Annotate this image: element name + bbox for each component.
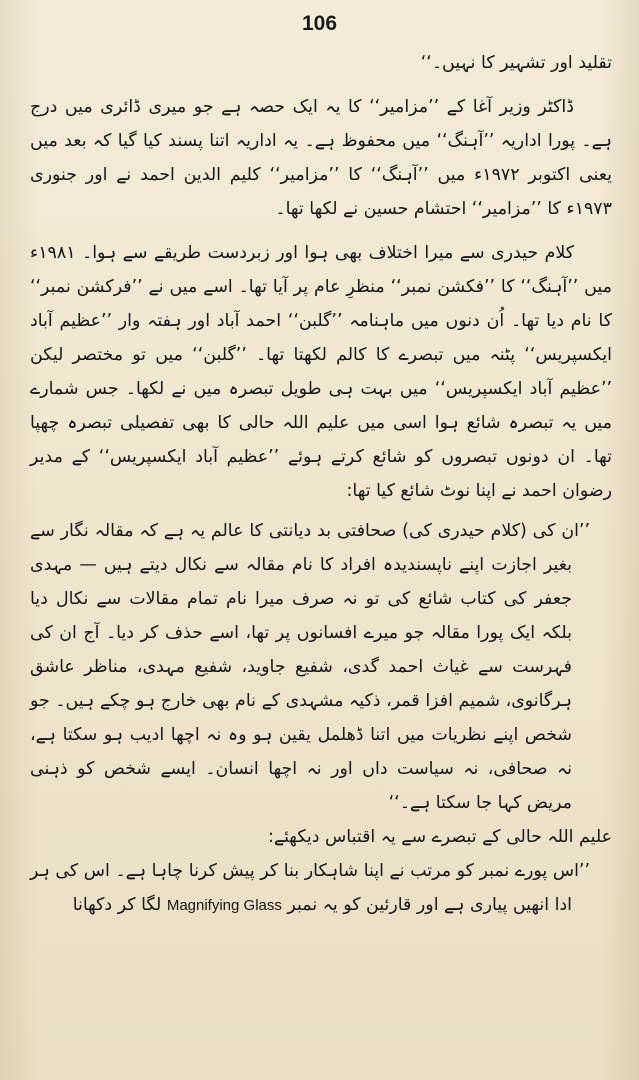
quote-aleemullah-hali [30,854,612,923]
opening-line: تقلید اور تشہیر کا نہیں۔‘‘ [420,53,612,73]
quote-2-latin-term: Magnifying Glass [166,897,282,914]
quote-2-start: ’’اس پورے نمبر کو مرتب نے اپنا شاہکار بنا کر پیش کرنا چاہا ہے۔ اس کی ہر ادا انھیں پیاری ہے اور قارئین کو یہ نمبر [30,861,590,915]
paragraph-quote-intro: علیم اللہ حالی کے تبصرے سے یہ اقتباس دیکھئے: [268,827,612,847]
quote-2-end: لگا کر دکھانا [72,895,167,915]
page-body-text [30,46,612,923]
paragraph-disagreement: کلام حیدری سے میرا اختلاف بھی ہوا اور زبردست طریقے سے ہوا۔ ۱۹۸۱ء میں ’’آہنگ‘‘ کا ’’فکشن نمبر‘‘ منظرِ عام پر آیا تھا۔ اسے میں نے ’’فرکشن نمبر‘‘ کا نام دیا تھا۔ اُن دنوں میں ماہنامہ ’’گلبن‘‘ احمد آباد اور ہفتہ وار ’’عظیم آباد ایکسپریس‘‘ پٹنہ میں تبصرے کا کالم لکھتا تھا۔ ’’گلبن‘‘ میں تو مختصر لیکن ’’عظیم آباد ایکسپریس‘‘ میں بہت ہی طویل تبصرہ میں نے لکھا۔ جس شمارے میں یہ تبصرہ شائع ہوا اسی میں علیم اللہ حالی کا بھی تفصیلی تبصرہ چھپا تھا۔ ان دونوں تبصروں کو شائع کرتے ہوئے ’’عظیم آباد ایکسپریس‘‘ کے مدیر رضوان احمد نے اپنا نوٹ شائع کیا تھا: [30,243,612,501]
page-number: 106 [301,12,338,35]
paragraph-mazamir: ڈاکٹر وزیر آغا کے ’’مزامیر‘‘ کا یہ ایک حصہ ہے جو میری ڈائری میں درج ہے۔ پورا اداریہ ’’آہنگ‘‘ میں محفوظ ہے۔ یہ اداریہ اتنا پسند کیا گیا کہ بعد میں یعنی اکتوبر ۱۹۷۲ء میں ’’آہنگ‘‘ کا ’’مزامیر‘‘ کلیم الدین احمد نے اور جنوری ۱۹۷۳ء کا ’’مزامیر‘‘ احتشام حسین نے لکھا تھا۔ [30,97,612,219]
quote-editor-note: ’’ان کی (کلام حیدری کی) صحافتی بد دیانتی کا عالم یہ ہے کہ مقالہ نگار سے بغیر اجازت اپنے ناپسندیدہ افراد کا نام مقالہ سے نکال دیتے ہیں — مہدی جعفر کی کتاب شائع کی تو نہ صرف میرا نام تمام مقالات سے نکال دیا بلکہ ایک پورا مقالہ جو میرے افسانوں پر تھا، اسے حذف کر دیا۔ آج ان کی فہرست سے غیاث احمد گدی، شفیع جاوید، شفیع مہدی، مناظر عاشق ہرگانوی، شمیم افزا قمر، ذکیہ مشہدی کے نام بھی خارج ہو چکے ہیں۔ جو شخص اپنے نظریات میں اتنا ڈھلمل یقین ہو وہ نہ اچھا ادیب ہو سکتا ہے، نہ صحافی، نہ سیاست داں اور نہ اچھا انسان۔ ایسے شخص کو ذہنی مریض کہا جا سکتا ہے۔‘‘ [30,521,590,813]
